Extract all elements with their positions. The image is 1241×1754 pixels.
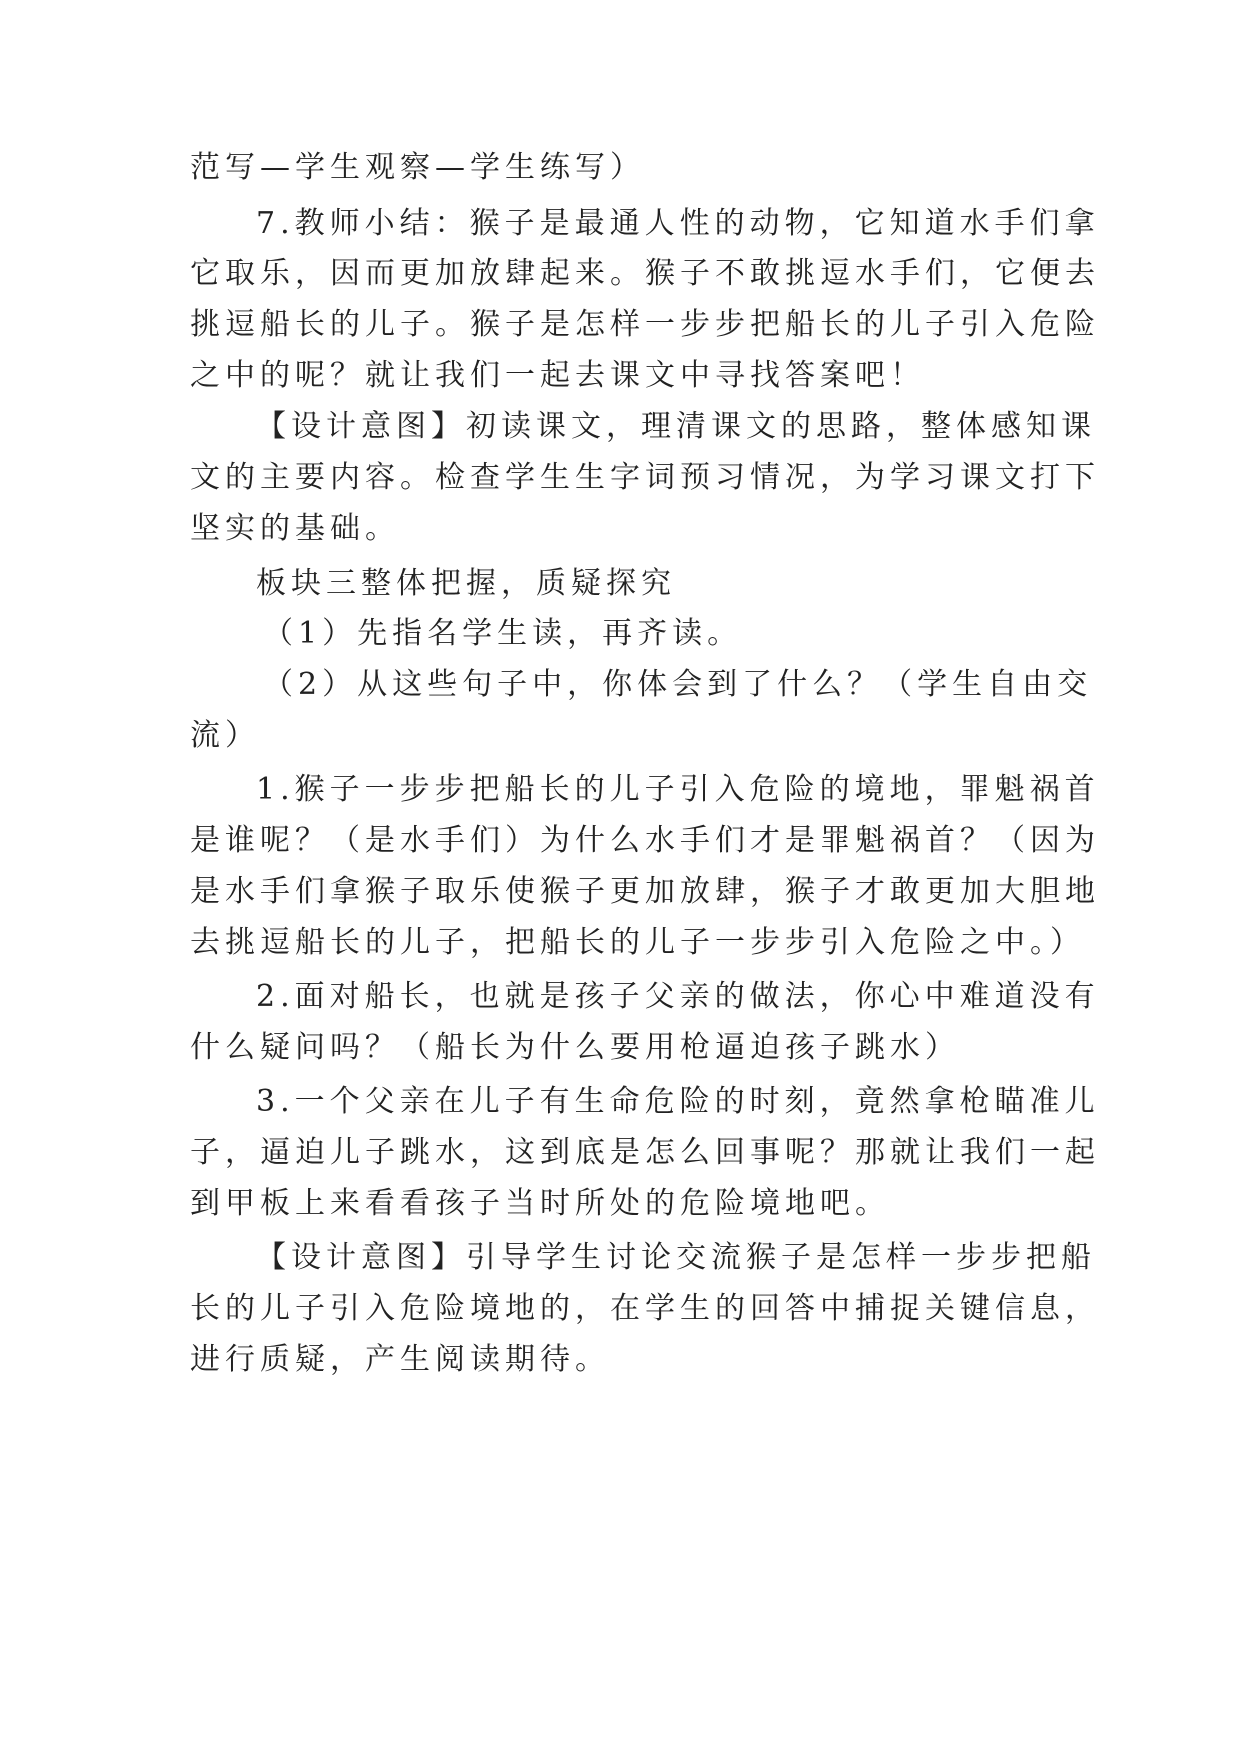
text-line: 到甲板上来看看孩子当时所处的危险境地吧。 xyxy=(190,1186,890,1221)
text-line: 挑逗船长的儿子。猴子是怎样一步步把船长的儿子引入危险 xyxy=(190,307,1100,342)
text-line: 3.一个父亲在儿子有生命危险的时刻，竟然拿枪瞄准儿 xyxy=(256,1084,1100,1119)
text-line: 子，逼迫儿子跳水，这到底是怎么回事呢？那就让我们一起 xyxy=(190,1135,1100,1170)
text-line: 去挑逗船长的儿子，把船长的儿子一步步引入危险之中。） xyxy=(190,925,1085,960)
text-line: 是谁呢？（是水手们）为什么水手们才是罪魁祸首？（因为 xyxy=(190,823,1100,858)
text-line: 范写—学生观察—学生练写） xyxy=(190,150,645,185)
text-line: 长的儿子引入危险境地的，在学生的回答中捕捉关键信息， xyxy=(190,1291,1100,1326)
text-line: 进行质疑，产生阅读期待。 xyxy=(190,1342,610,1377)
text-line: 流） xyxy=(190,718,260,753)
text-line: 之中的呢？就让我们一起去课文中寻找答案吧！ xyxy=(190,358,925,393)
text-line: 什么疑问吗？（船长为什么要用枪逼迫孩子跳水） xyxy=(190,1030,960,1065)
text-line: 【设计意图】引导学生讨论交流猴子是怎样一步步把船 xyxy=(256,1240,1096,1275)
text-line: 【设计意图】初读课文，理清课文的思路，整体感知课 xyxy=(256,409,1096,444)
section-heading: 板块三整体把握，质疑探究 xyxy=(256,566,676,601)
text-line: 坚实的基础。 xyxy=(190,511,400,546)
text-line: （2）从这些句子中，你体会到了什么？（学生自由交 xyxy=(263,667,1093,702)
text-line: 它取乐，因而更加放肆起来。猴子不敢挑逗水手们，它便去 xyxy=(190,256,1100,291)
text-line: 是水手们拿猴子取乐使猴子更加放肆，猴子才敢更加大胆地 xyxy=(190,874,1100,909)
text-line: 7.教师小结：猴子是最通人性的动物，它知道水手们拿 xyxy=(256,206,1100,241)
text-line: （1）先指名学生读，再齐读。 xyxy=(263,616,743,651)
text-line: 2.面对船长，也就是孩子父亲的做法，你心中难道没有 xyxy=(256,979,1100,1014)
text-line: 文的主要内容。检查学生生字词预习情况，为学习课文打下 xyxy=(190,460,1100,495)
text-line: 1.猴子一步步把船长的儿子引入危险的境地，罪魁祸首 xyxy=(256,772,1100,807)
